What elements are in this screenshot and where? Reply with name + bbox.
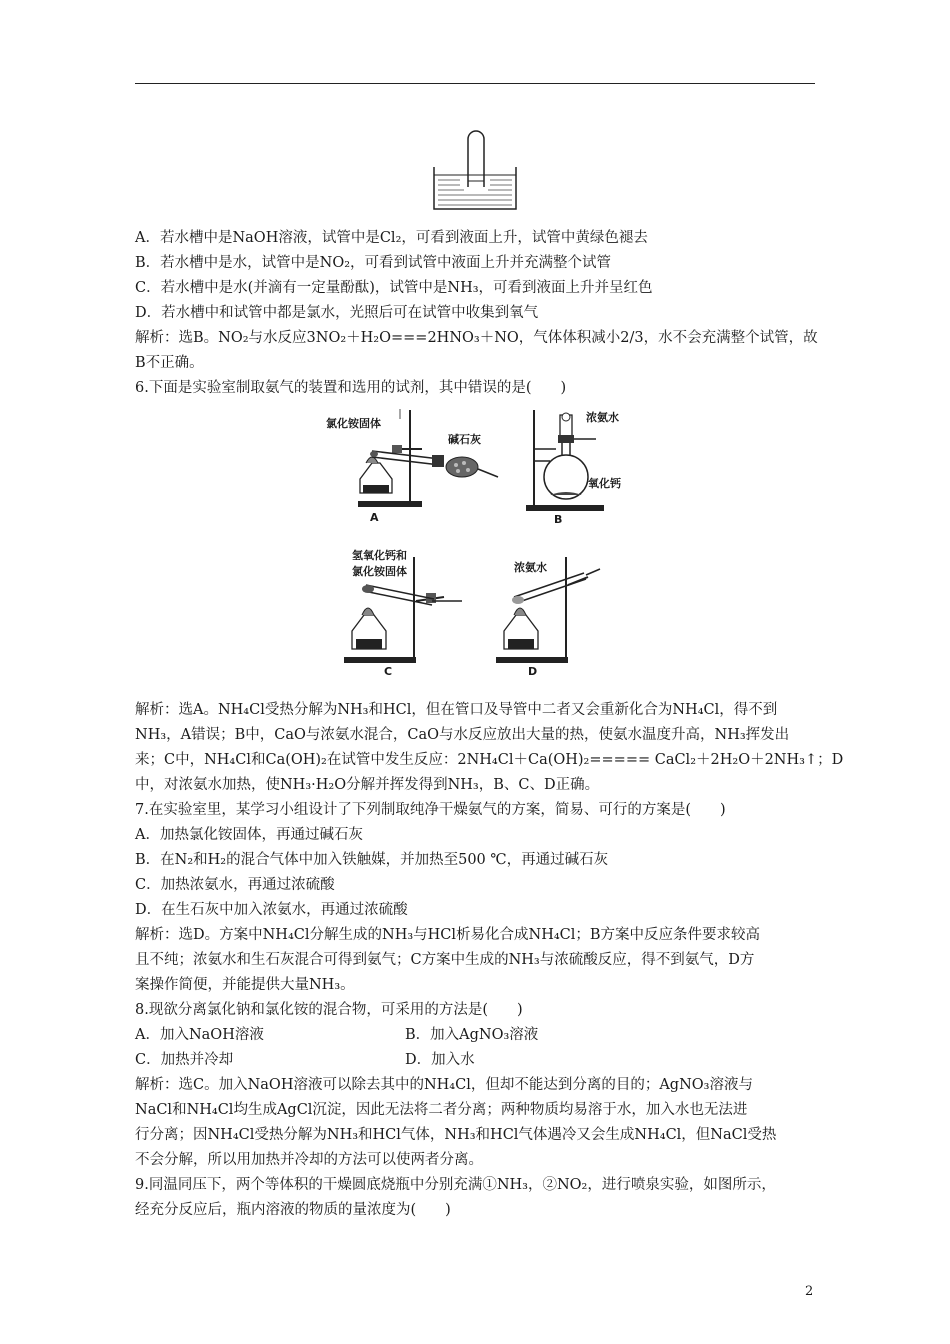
q7-analysis-line3: 案操作简便，并能提供大量NH₃。 (135, 977, 355, 993)
apparatus-c-label-line2: 氯化铵固体 (352, 565, 407, 578)
q5-analysis-line1: 解析：选B。NO₂与水反应3NO₂＋H₂O===2HNO₃＋NO，气体体积减小2/3，水不会充满整个试管，故 (135, 330, 818, 346)
apparatus-d-label-conc-ammonia: 浓氨水 (514, 561, 547, 574)
q8-analysis-line2: NaCl和NH₄Cl均生成AgCl沉淀，因此无法将二者分离；两种物质均易溶于水，加入水也无法进 (135, 1102, 748, 1118)
q7-option-a: A．加热氯化铵固体，再通过碱石灰 (135, 827, 363, 843)
page-number: 2 (805, 1284, 814, 1299)
apparatus-a-label-soda-lime: 碱石灰 (448, 433, 481, 446)
q6-stem: 6.下面是实验室制取氨气的装置和选用的试剂，其中错误的是( ) (135, 380, 567, 396)
test-tube-trough-figure (430, 125, 520, 215)
apparatus-a-caption: A (370, 511, 379, 524)
header-rule (135, 83, 815, 84)
q6-analysis-line4: 中，对浓氨水加热，使NH₃·H₂O分解并挥发得到NH₃，B、C、D正确。 (135, 777, 600, 793)
apparatus-c-label-line1: 氢氧化钙和 (352, 549, 407, 562)
apparatus-a-figure (326, 405, 500, 524)
q6-analysis-line2: NH₃，A错误；B中，CaO与浓氨水混合，CaO与水反应放出大量的热，使氨水温度升高，NH₃挥发出 (135, 727, 790, 743)
q8-analysis-line1: 解析：选C。加入NaOH溶液可以除去其中的NH₄Cl，但却不能达到分离的目的；AgNO₃溶液与 (135, 1077, 753, 1093)
q8-analysis-line4: 不会分解，所以用加热并冷却的方法可以使两者分离。 (135, 1152, 483, 1168)
q5-option-c: C．若水槽中是水(并滴有一定量酚酞)，试管中是NH₃，可看到液面上升并呈红色 (135, 280, 653, 296)
q8-analysis-line3: 行分离；因NH₄Cl受热分解为NH₃和HCl气体，NH₃和HCl气体遇冷又会生成NH₄Cl，但NaCl受热 (135, 1127, 777, 1143)
q5-option-b: B．若水槽中是水，试管中是NO₂，可看到试管中液面上升并充满整个试管 (135, 255, 612, 271)
apparatus-b-figure (520, 405, 640, 526)
q6-analysis-line3: 来；C中，NH₄Cl和Ca(OH)₂在试管中发生反应：2NH₄Cl＋Ca(OH)₂===== CaCl₂＋2H₂O＋2NH₃↑；D (135, 752, 844, 768)
q9-stem-line2: 经充分反应后，瓶内溶液的物质的量浓度为( ) (135, 1202, 451, 1218)
q6-analysis-line1: 解析：选A。NH₄Cl受热分解为NH₃和HCl，但在管口及导管中二者又会重新化合为NH₄Cl，得不到 (135, 702, 778, 718)
q5-option-d: D．若水槽中和试管中都是氯水，光照后可在试管中收集到氧气 (135, 305, 539, 321)
q7-option-b: B．在N₂和H₂的混合气体中加入铁触媒，并加热至500 ℃，再通过碱石灰 (135, 852, 609, 868)
q8-option-c: C．加热并冷却 (135, 1052, 234, 1068)
q8-option-a: A．加入NaOH溶液 (135, 1027, 264, 1043)
q7-option-d: D．在生石灰中加入浓氨水，再通过浓硫酸 (135, 902, 408, 918)
q5-option-a: A．若水槽中是NaOH溶液，试管中是Cl₂，可看到液面上升，试管中黄绿色褪去 (135, 230, 648, 246)
q7-analysis-line2: 且不纯；浓氨水和生石灰混合可得到氨气；C方案中生成的NH₃与浓硫酸反应，得不到氨气，D方 (135, 952, 755, 968)
q8-option-b: B．加入AgNO₃溶液 (405, 1027, 539, 1043)
q9-stem-line1: 9.同温同压下，两个等体积的干燥圆底烧瓶中分别充满①NH₃，②NO₂，进行喷泉实验，如图所示， (135, 1177, 776, 1193)
apparatus-a-label-ammonium-chloride: 氯化铵固体 (326, 417, 381, 430)
apparatus-d-figure (492, 545, 602, 678)
q7-stem: 7.在实验室里，某学习小组设计了下列制取纯净干燥氨气的方案，简易、可行的方案是( ) (135, 802, 726, 818)
apparatus-c-figure (330, 545, 480, 678)
q7-analysis-line1: 解析：选D。方案中NH₄Cl分解生成的NH₃与HCl析易化合成NH₄Cl；B方案中反应条件要求较高 (135, 927, 761, 943)
apparatus-c-caption: C (384, 665, 393, 678)
apparatus-b-label-conc-ammonia: 浓氨水 (586, 411, 619, 424)
q7-option-c: C．加热浓氨水，再通过浓硫酸 (135, 877, 335, 893)
q8-stem: 8.现欲分离氯化钠和氯化铵的混合物，可采用的方法是( ) (135, 1002, 523, 1018)
q5-analysis-line2: B不正确。 (135, 355, 204, 371)
apparatus-b-caption: B (554, 513, 563, 526)
apparatus-b-label-calcium-oxide: 氧化钙 (588, 477, 621, 490)
apparatus-d-caption: D (528, 665, 538, 678)
q8-option-d: D．加入水 (405, 1052, 475, 1068)
